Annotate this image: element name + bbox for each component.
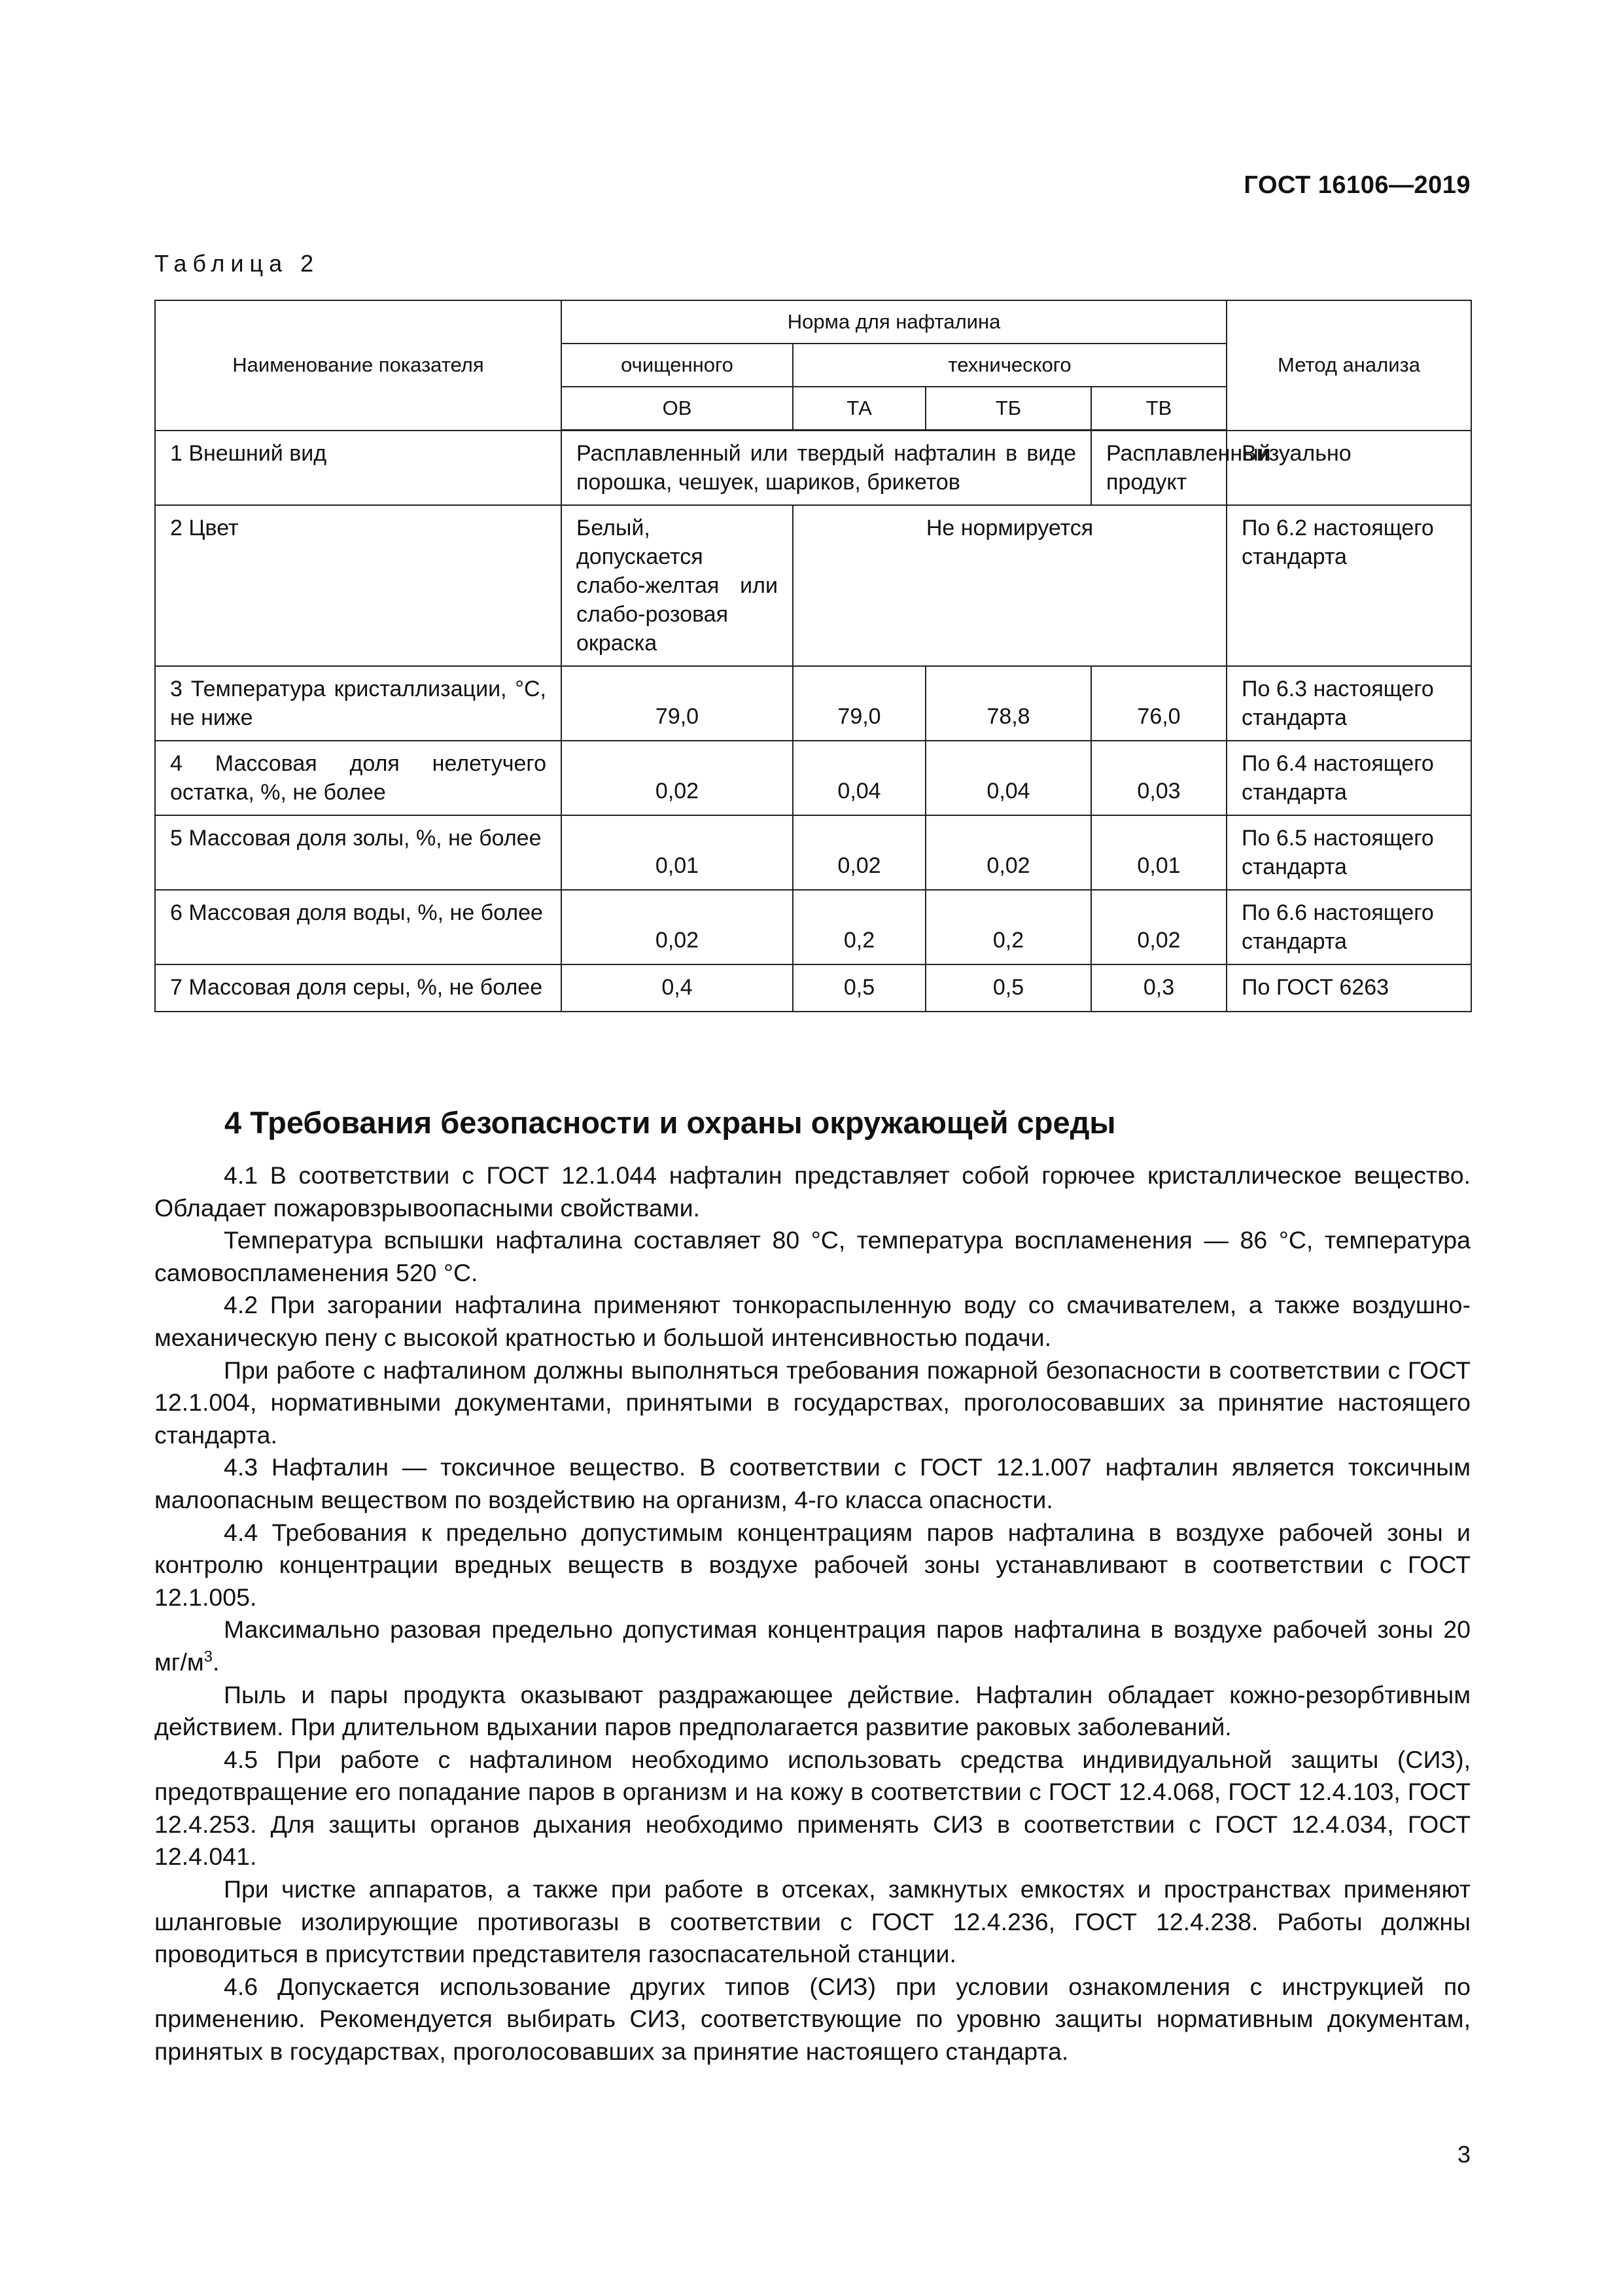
header-grade-ov: ОВ (561, 387, 793, 431)
row-value-ov: Белый, допускается слабо-желтая или слабо-розовая окраска (561, 505, 793, 666)
row-name: 4 Массовая доля нелетучего остатка, %, не более (155, 741, 561, 815)
paragraph-max-concentration (154, 1614, 1471, 1678)
row-method: По 6.2 настоящего стандарта (1227, 505, 1471, 666)
row-value-ta: 0,04 (793, 741, 926, 815)
row-value-tv: 0,03 (1091, 741, 1227, 815)
table-row (155, 815, 1471, 890)
row-value-tb: 0,04 (926, 741, 1091, 815)
paragraph: 4.4 Требования к предельно допустимым концентрациям паров нафталина в воздухе рабочей зоны и контролю концентрации вредных веществ в воздухе рабочей зоны устанавливают в соответствии с ГОСТ 12.1.005. (154, 1518, 1471, 1611)
row-name: 2 Цвет (155, 505, 561, 666)
row-value-tb: 0,5 (926, 964, 1091, 1012)
section-title: 4 Требования безопасности и охраны окружающей среды (224, 1105, 1116, 1140)
naphthalene-spec-table (154, 300, 1472, 1012)
paragraph: Пыль и пары продукта оказывают раздражающее действие. Нафталин обладает кожно-резорбтивным действием. При длительном вдыхании паров предполагается развитие раковых заболеваний. (154, 1680, 1471, 1741)
row-method: По 6.4 настоящего стандарта (1227, 741, 1471, 815)
header-purified: очищенного (561, 344, 793, 387)
row-value-tb: 78,8 (926, 666, 1091, 741)
row-value-tv: 0,02 (1091, 890, 1227, 964)
document-code: ГОСТ 16106—2019 (1244, 171, 1471, 199)
row-value-ta-tb-tv: Не нормируется (793, 505, 1227, 666)
row-value-tv: 76,0 (1091, 666, 1227, 741)
row-value-ov: 0,01 (561, 815, 793, 890)
row-value-ov-ta-tb: Расплавленный или твердый нафталин в виде порошка, чешуек, шариков, брикетов (561, 431, 1091, 506)
row-name: 5 Массовая доля золы, %, не более (155, 815, 561, 890)
header-grade-tb: ТБ (926, 387, 1091, 431)
row-method: По ГОСТ 6263 (1227, 964, 1471, 1012)
row-value-ov: 0,4 (561, 964, 793, 1012)
row-value-tv: Расплавленный продукт (1091, 431, 1227, 506)
page-number: 3 (1457, 2141, 1471, 2168)
paragraph: 4.6 Допускается использование других типов (СИЗ) при условии ознакомления с инструкцией по применению. Рекомендуется выбирать СИЗ, соответствующие по уровню защиты нормативным документам, принятых в государствах, проголосовавших за принятие настоящего стандарта. (154, 1972, 1471, 2066)
row-name: 1 Внешний вид (155, 431, 561, 506)
table-header (155, 300, 1471, 431)
table-caption: Таблица 2 (154, 250, 320, 277)
paragraph: 4.5 При работе с нафталином необходимо использовать средства индивидуальной защиты (СИЗ), предотвращение его попадание паров в организм и на кожу в соответствии с ГОСТ 12.4.068, ГОСТ 12.4.103, ГОСТ 12.4.253. Для защиты органов дыхания необходимо применять СИЗ в соответствии с ГОСТ 12.4.034, ГОСТ 12.4.041. (154, 1745, 1471, 1871)
header-indicator: Наименование показателя (155, 300, 561, 431)
table-row (155, 741, 1471, 815)
header-technical: технического (793, 344, 1227, 387)
row-value-ta: 0,5 (793, 964, 926, 1012)
row-name: 3 Температура кристаллизации, °С, не ниже (155, 666, 561, 741)
header-method: Метод анализа (1227, 300, 1471, 431)
row-method: По 6.5 настоящего стандарта (1227, 815, 1471, 890)
paragraph: При чистке аппаратов, а также при работе в отсеках, замкнутых емкостях и пространствах применяют шланговые изолирующие противогазы в соответствии с ГОСТ 12.4.236, ГОСТ 12.4.238. Работы должны проводиться в присутствии представителя газоспасательной станции. (154, 1875, 1471, 1968)
header-grade-tv: ТВ (1091, 387, 1227, 431)
section-body (154, 1159, 1471, 2068)
paragraph: 4.1 В соответствии с ГОСТ 12.1.044 нафталин представляет собой горючее кристаллическое вещество. Обладает пожаровзрывоопасными свойствами. (154, 1161, 1471, 1222)
header-norm: Норма для нафталина (561, 300, 1227, 344)
table-row (155, 505, 1471, 666)
table-row (155, 666, 1471, 741)
superscript: 3 (203, 1648, 213, 1666)
max-conc-end: . (213, 1648, 220, 1676)
row-value-ov: 79,0 (561, 666, 793, 741)
row-value-tb: 0,02 (926, 815, 1091, 890)
paragraph: Температура вспышки нафталина составляет 80 °С, температура воспламенения — 86 °С, температура самовоспламенения 520 °С. (154, 1226, 1471, 1286)
row-method: Визуально (1227, 431, 1471, 506)
row-value-ta: 0,02 (793, 815, 926, 890)
row-method: По 6.3 настоящего стандарта (1227, 666, 1471, 741)
table-row (155, 964, 1471, 1012)
row-value-ov: 0,02 (561, 741, 793, 815)
row-value-ta: 0,2 (793, 890, 926, 964)
row-name: 7 Массовая доля серы, %, не более (155, 964, 561, 1012)
max-conc-text: Максимально разовая предельно допустимая концентрация паров нафталина в воздухе рабочей зоны 20 мг/м (154, 1616, 1471, 1676)
paragraph: 4.3 Нафталин — токсичное вещество. В соответствии с ГОСТ 12.1.007 нафталин является токсичным малоопасным веществом по воздействию на организм, 4-го класса опасности. (154, 1453, 1471, 1513)
row-value-tv: 0,01 (1091, 815, 1227, 890)
table-row (155, 890, 1471, 964)
paragraph: При работе с нафталином должны выполняться требования пожарной безопасности в соответствии с ГОСТ 12.1.004, нормативными документами, принятыми в государствах, проголосовавших за принятие настоящего стандарта. (154, 1356, 1471, 1449)
row-value-ta: 79,0 (793, 666, 926, 741)
paragraph: 4.2 При загорании нафталина применяют тонкораспыленную воду со смачивателем, а также воздушно-механическую пену с высокой кратностью и большой интенсивностью подачи. (154, 1291, 1471, 1351)
table-body (155, 431, 1471, 1012)
row-method: По 6.6 настоящего стандарта (1227, 890, 1471, 964)
header-grade-ta: ТА (793, 387, 926, 431)
row-value-ov: 0,02 (561, 890, 793, 964)
table-row (155, 431, 1471, 506)
row-value-tb: 0,2 (926, 890, 1091, 964)
row-name: 6 Массовая доля воды, %, не более (155, 890, 561, 964)
row-value-tv: 0,3 (1091, 964, 1227, 1012)
